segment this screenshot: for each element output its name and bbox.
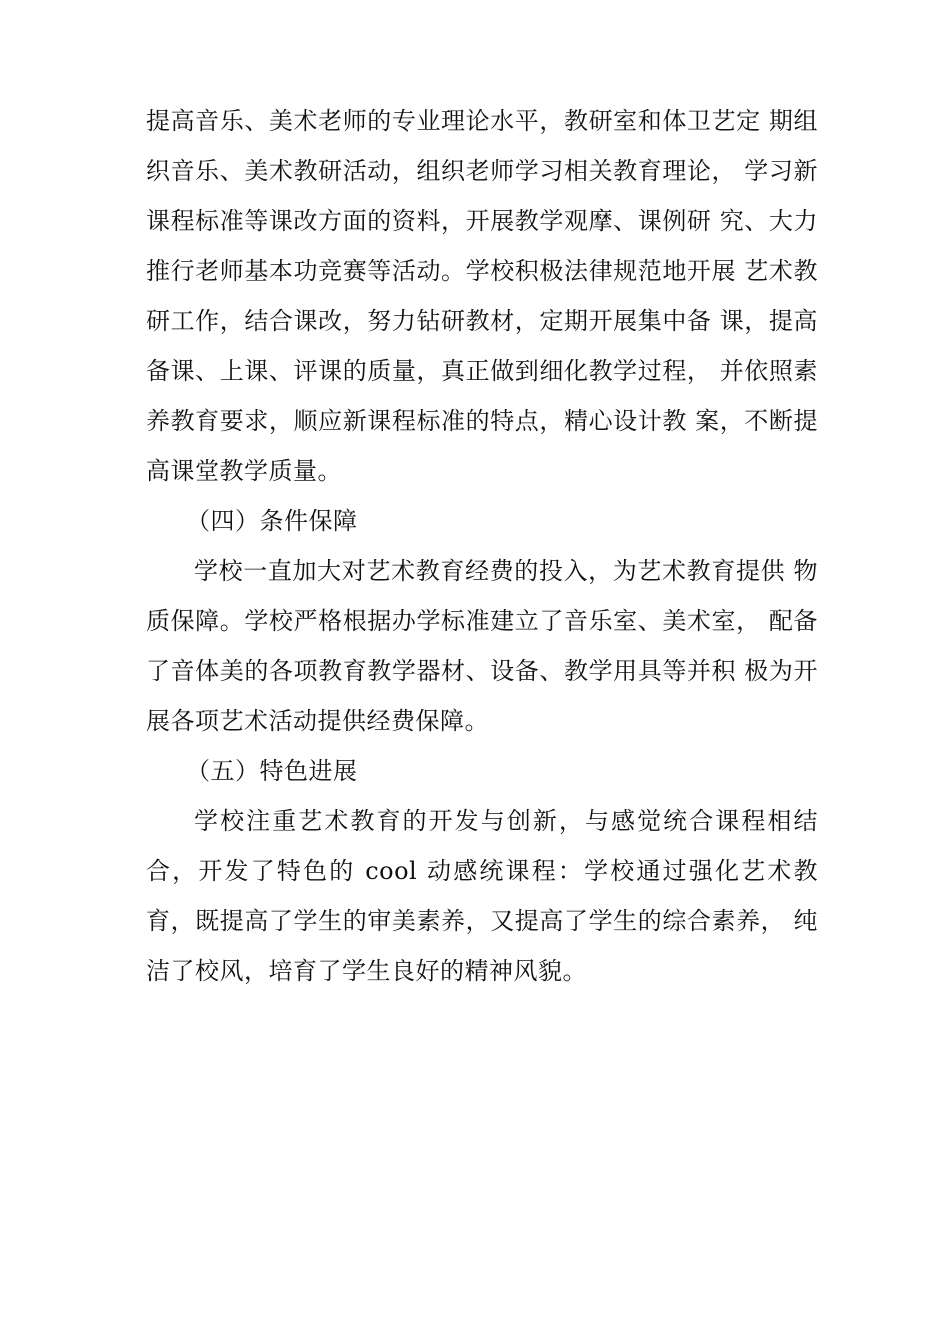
text-line: 研工作，结合课改，努力钻研教材，定期开展集中备 课，提高 [146, 307, 818, 335]
text-line: 展各项艺术活动提供经费保障。 [146, 707, 489, 735]
text-line: 推行老师基本功竞赛等活动。学校积极法律规范地开展 艺术教 [146, 257, 818, 285]
text-line: 质保障。学校严格根据办学标准建立了音乐室、美术室， 配备 [146, 607, 818, 635]
text-line: 养教育要求，顺应新课程标准的特点，精心设计教 案，不断提 [146, 407, 818, 435]
paragraph-teaching-research [146, 96, 818, 496]
text-line: 合，开发了特色的 cool 动感统课程：学校通过强化艺术教 [146, 857, 818, 885]
text-line: 育，既提高了学生的审美素养，又提高了学生的综合素养， 纯 [146, 907, 818, 935]
text-line: 提高音乐、美术老师的专业理论水平，教研室和体卫艺定 期组 [146, 107, 818, 135]
text-line: 了音体美的各项教育教学器材、设备、教学用具等并积 极为开 [146, 657, 818, 685]
text-line: 洁了校风，培育了学生良好的精神风貌。 [146, 957, 587, 985]
section-heading-features: （五）特色进展 [186, 757, 358, 785]
text-line: 高课堂教学质量。 [146, 457, 342, 485]
text-line: 织音乐、美术教研活动，组织老师学习相关教育理论， 学习新 [146, 157, 818, 185]
document-body [146, 96, 818, 996]
paragraph-features [146, 796, 818, 996]
text-line: 备课、上课、评课的质量，真正做到细化教学过程， 并依照素 [146, 357, 818, 385]
paragraph-conditions [146, 546, 818, 746]
text-line: 学校一直加大对艺术教育经费的投入，为艺术教育提供 物 [194, 557, 818, 585]
section-heading-conditions: （四）条件保障 [186, 507, 358, 535]
text-line: 课程标准等课改方面的资料，开展教学观摩、课例研 究、大力 [146, 207, 818, 235]
text-line: 学校注重艺术教育的开发与创新，与感觉统合课程相结 [194, 807, 818, 835]
